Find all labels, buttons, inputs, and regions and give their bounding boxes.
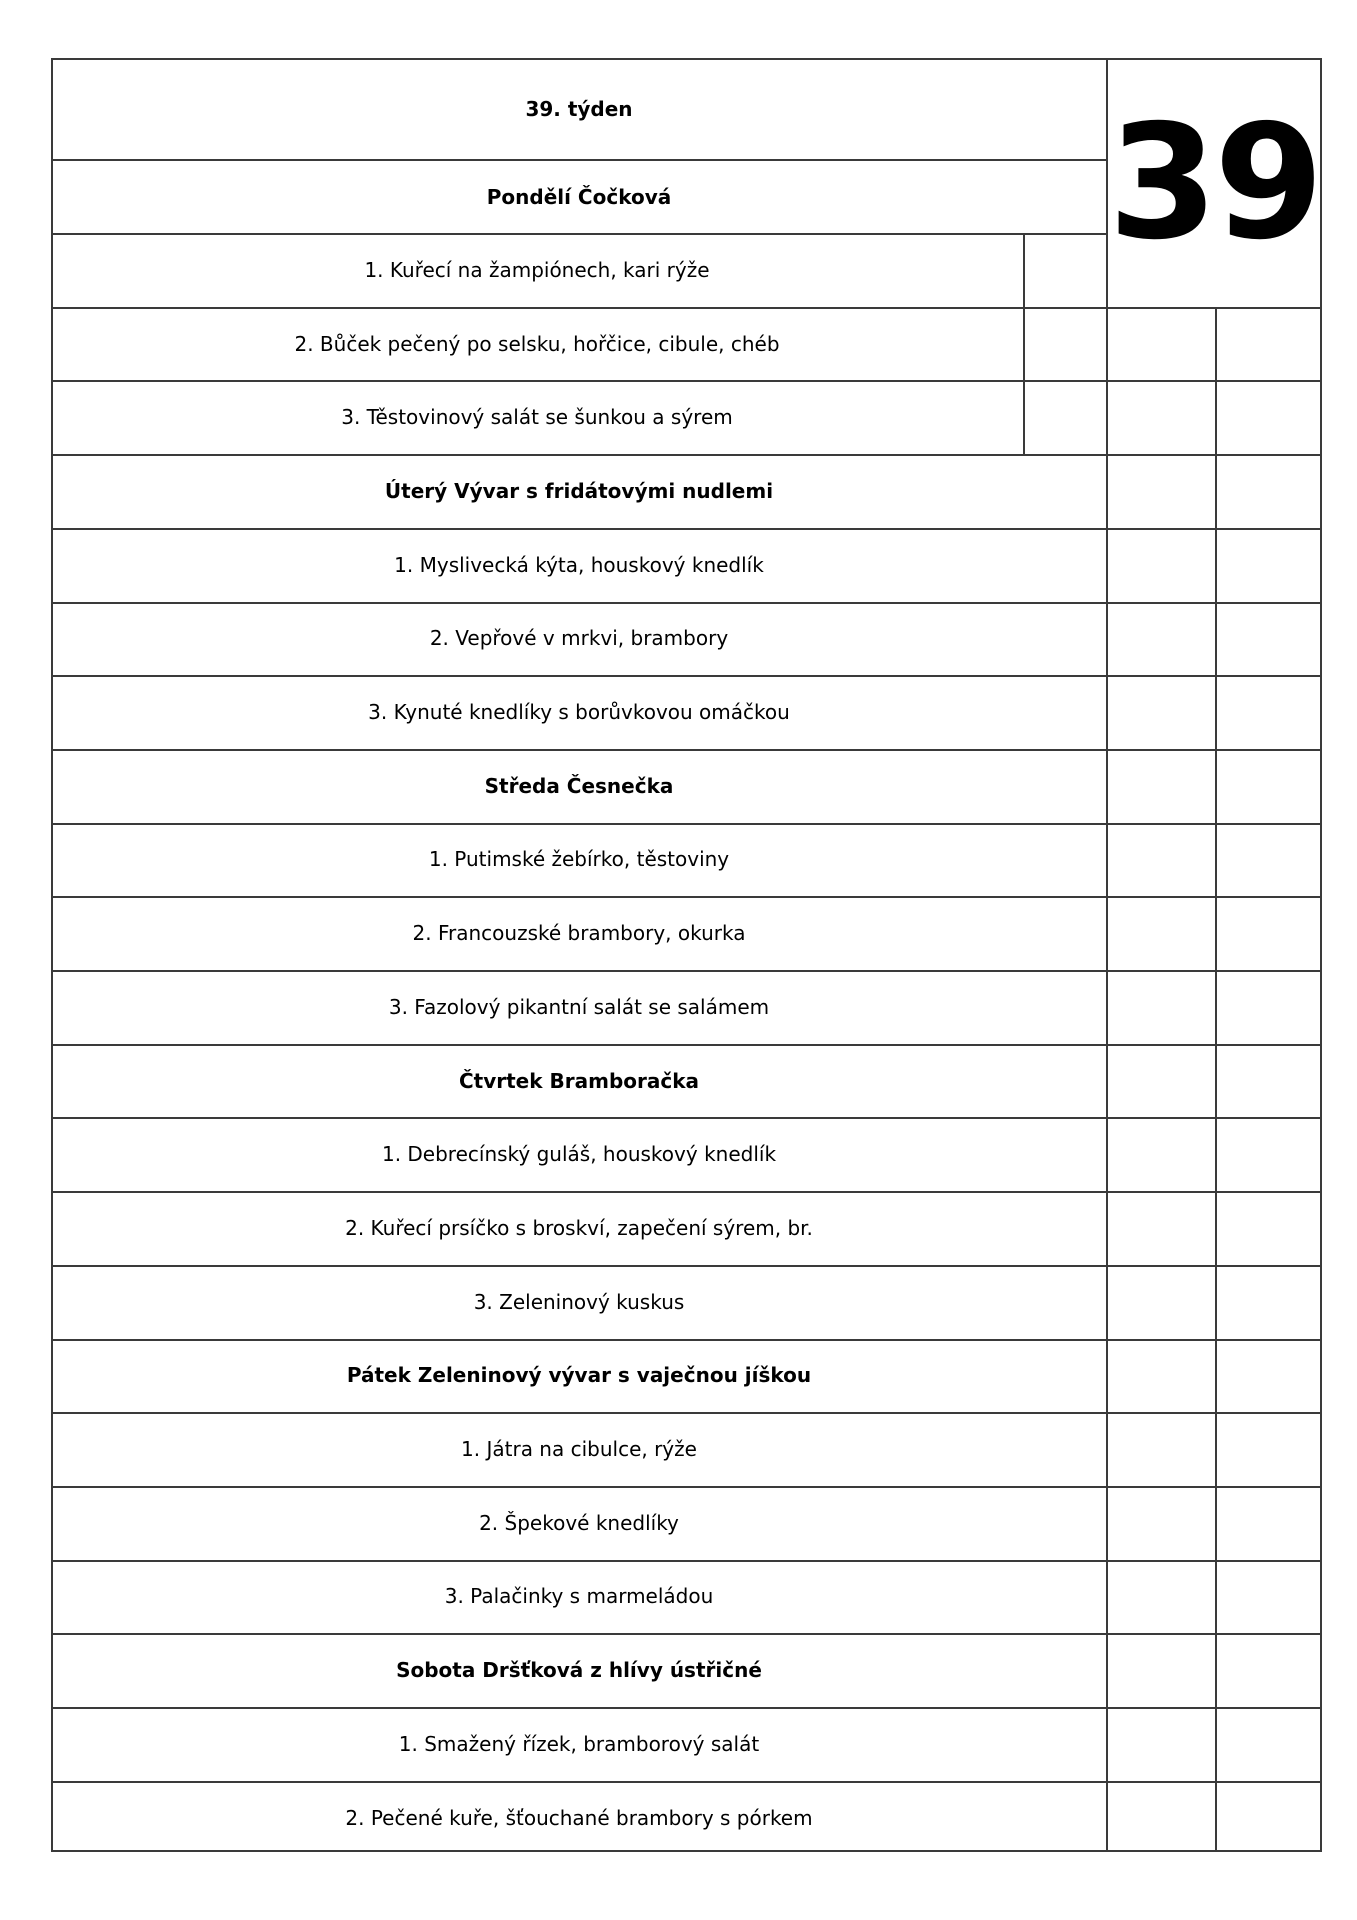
check-column-divider [1215,307,1217,1852]
menu-item: 3. Zeleninový kuskus [473,1289,685,1314]
menu-item: 1. Debrecínský guláš, houskový knedlík [381,1142,777,1167]
menu-item: 1. Myslivecká kýta, houskový knedlík [394,552,764,577]
menu-sheet [51,58,1322,1852]
border-right [1320,58,1322,1852]
menu-item: 3. Palačinky s marmeládou [444,1584,714,1609]
menu-item: 2. Kuřecí prsíčko s broskví, zapečení sýrem, br. [345,1215,813,1240]
day-heading: Středa Česnečka [484,773,674,798]
menu-item: 1. Smažený řízek, bramborový salát [398,1731,760,1756]
week-number: 39 [1108,91,1320,275]
check-column-divider-inner [1023,233,1025,455]
menu-item: 2. Bůček pečený po selsku, hořčice, cibule, chéb [294,331,780,356]
menu-item: 1. Játra na cibulce, rýže [461,1437,697,1462]
day-heading: Úterý Vývar s fridátovými nudlemi [384,478,774,503]
menu-item: 1. Putimské žebírko, těstoviny [428,847,730,872]
day-heading: Pátek Zeleninový vývar s vaječnou jíškou [346,1363,812,1388]
day-heading: Pondělí Čočková [486,184,672,209]
menu-item: 3. Fazolový pikantní salát se salámem [388,994,770,1019]
menu-item: 2. Pečené kuře, šťouchané brambory s pórkem [345,1805,813,1830]
page-title: 39. týden [525,97,633,121]
menu-item: 2. Francouzské brambory, okurka [412,921,746,946]
day-heading: Sobota Dršťková z hlívy ústřičné [396,1658,762,1683]
menu-item: 2. Vepřové v mrkvi, brambory [429,626,729,651]
menu-item: 1. Kuřecí na žampiónech, kari rýže [364,257,710,282]
menu-item: 3. Kynuté knedlíky s borůvkovou omáčkou [368,700,790,725]
menu-item: 2. Špekové knedlíky [479,1510,679,1535]
menu-item: 3. Těstovinový salát se šunkou a sýrem [341,405,733,430]
day-heading: Čtvrtek Bramboračka [458,1068,700,1093]
